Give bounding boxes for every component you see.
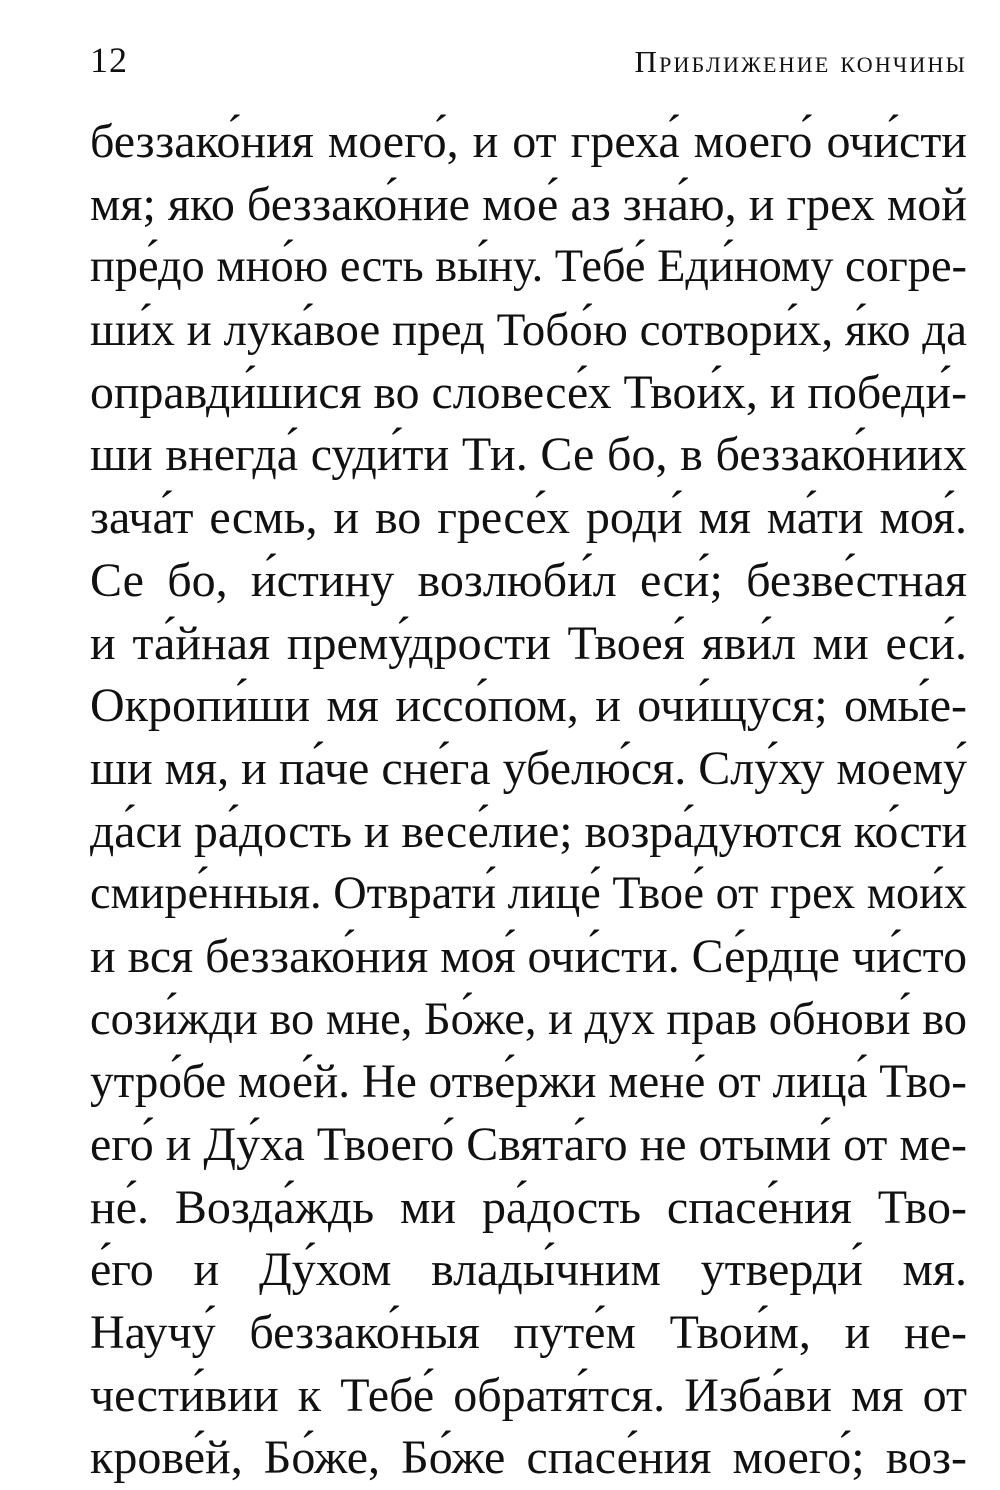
text-line: беззако́ния моего́, и от греха́ моего́ очи́сти [90,115,967,168]
text-line: Научу́ беззако́ныя путе́м Твои́м, и не- [90,1306,967,1360]
text-line: Се бо, и́стину возлюби́л еси́; безве́стная [90,553,967,607]
text-line: ши внегда́ суди́ти Ти. Се бо, в беззако́ниих [90,428,967,482]
page-header [90,38,967,82]
text-line: е́го и Ду́хом влады́чним утверди́ мя. [90,1243,967,1297]
prayer-text [90,111,967,1490]
text-line: пре́до мно́ю есть вы́ну. Тебе́ Еди́ному согре- [90,241,967,293]
text-line: мя; яко беззако́ние мое́ аз зна́ю, и грех мой [90,177,967,231]
page-number: 12 [90,40,128,80]
text-line: смире́нныя. Отврати́ лице́ Твое́ от грех мои́х [90,868,967,920]
text-line: зача́т есмь, и во гресе́х роди́ мя ма́ти моя́. [90,491,967,545]
text-line: ши мя, и па́че сне́га убелю́ся. Слу́ху моему́ [90,741,967,795]
text-line: оправди́шися во словесе́х Твои́х, и победи́- [90,365,967,419]
text-line: чести́вии к Тебе́ обратя́тся. Изба́ви мя от [90,1368,967,1422]
text-line: да́си ра́дость и весе́лие; возра́дуются ко́сти [90,805,967,858]
running-head: Приближение кончины [634,44,967,79]
text-line: и та́йная прему́дрости Твоея́ яви́л ми еси́. [90,616,967,670]
text-line: сози́жди во мне, Бо́же, и дух прав обнови́ во [90,993,967,1045]
text-line: не́. Возда́ждь ми ра́дость спасе́ния Тво- [90,1180,967,1234]
text-line: его́ и Ду́ха Твоего́ Свята́го не отыми́ от ме- [90,1118,967,1171]
text-line: ши́х и лука́вое пред Тобо́ю сотвори́х, я́ко да [90,304,967,357]
text-line: и вся беззако́ния моя́ очи́сти. Се́рдце чи́сто [90,929,967,983]
text-line: крове́й, Бо́же, Бо́же спасе́ния моего́; воз- [90,1431,967,1485]
text-line: утро́бе мое́й. Не отве́ржи мене́ от лица́ Тво- [90,1056,967,1109]
text-line: Окропи́ши мя иссо́пом, и очи́щуся; омы́е- [90,679,967,733]
